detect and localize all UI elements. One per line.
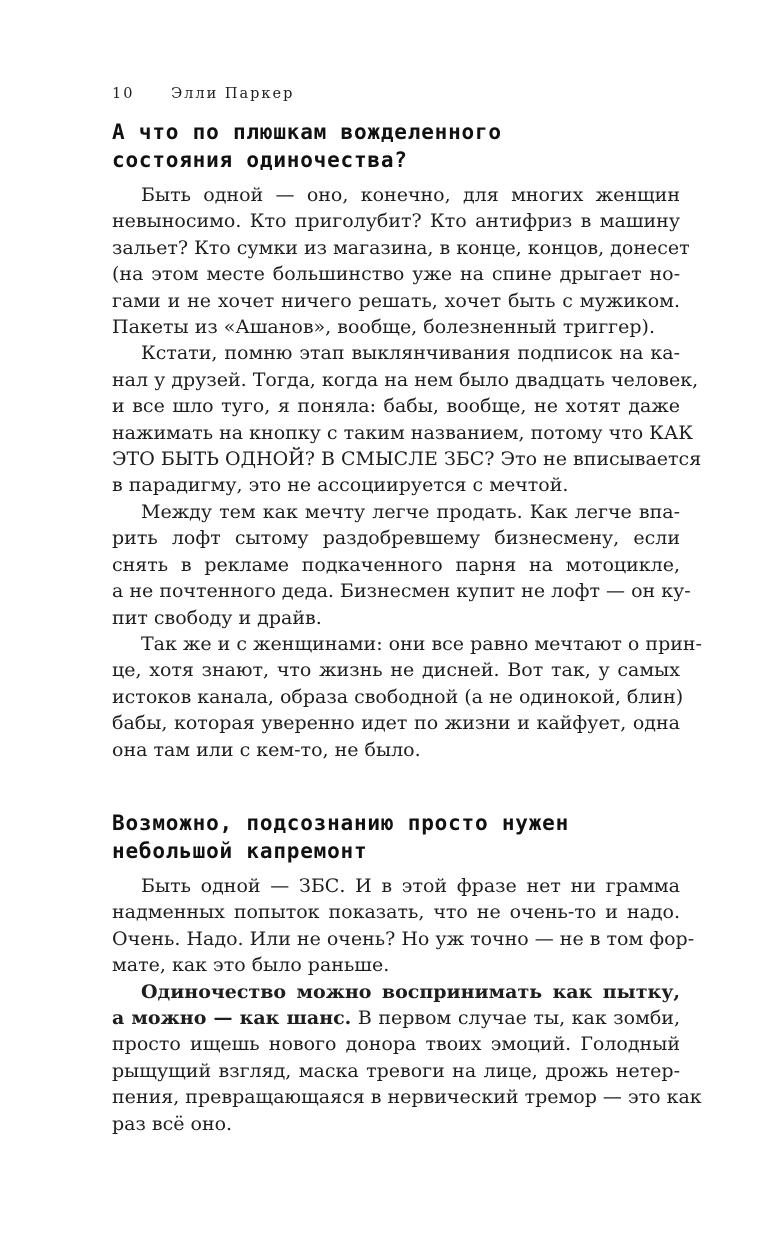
section-heading: Возможно, подсознанию просто нужен небольшой капремонт	[112, 810, 570, 863]
page-number: 10	[112, 86, 135, 102]
bold-emphasis: Одиночество можно воспринимать как пытку,	[141, 980, 680, 1003]
paragraph: Быть одной — ЗБС. И в этой фразе нет ни грамма надменных попыток показать, что не очень-то и надо. Очень. Надо. Или не очень? Но уж точно — не в том фор- мате, как это было раньше.	[112, 874, 695, 977]
bold-emphasis: а можно — как шанс.	[112, 1006, 352, 1029]
section-2	[112, 809, 702, 1137]
paragraph: Так же и с женщинами: они все равно мечтают о прин- це, хотя знают, что жизнь не дисней. Вот так, у самых истоков канала, образа свободной (а не одинокой, блин) бабы, которая уверенно идет по жизни и кайфует, одна она там или с кем-то, не было.	[112, 632, 702, 761]
paragraph: Быть одной — оно, конечно, для многих женщин невыносимо. Кто приголубит? Кто антифриз в машину зальет? Кто сумки из магазина, в конце, концов, донесет (на этом месте большинство уже на спине дрыгает но- гами и не хочет ничего решать, хочет быть с мужиком. Пакеты из «Ашанов», вообще, болезненный триггер).	[112, 184, 690, 339]
section-heading: А что по плюшкам вожделенного состояния одиночества?	[112, 120, 502, 172]
page-content	[112, 118, 702, 1137]
paragraph: Между тем как мечту легче продать. Как легче впа- рить лофт сытому раздобревшему бизнесмену, если снять в рекламе подкаченного парня на мотоцикле, а не почтенного деда. Бизнесмен купит не лофт — он ку- пит свободу и драйв.	[112, 500, 691, 629]
paragraph: Одиночество можно воспринимать как пытку, а можно — как шанс. В первом случае ты, как зомби, просто ищешь нового донора твоих эмоций. Голодный рыщущий взгляд, маска тревоги на лице, дрожь нетер- пения, превращающаяся в нервический тремор — это как раз всё оно.	[112, 980, 702, 1135]
running-header	[112, 86, 294, 102]
author-name: Элли Паркер	[171, 86, 295, 102]
paragraph: Кстати, помню этап выклянчивания подписок на ка- нал у друзей. Тогда, когда на нем было двадцать человек, и все шло туго, я поняла: бабы, вообще, не хотят даже нажимать на кнопку с таким названием, потому что КАК ЭТО БЫТЬ ОДНОЙ? В СМЫСЛЕ ЗБС? Это не вписывается в парадигму, это не ассоциируется с мечтой.	[112, 342, 702, 497]
